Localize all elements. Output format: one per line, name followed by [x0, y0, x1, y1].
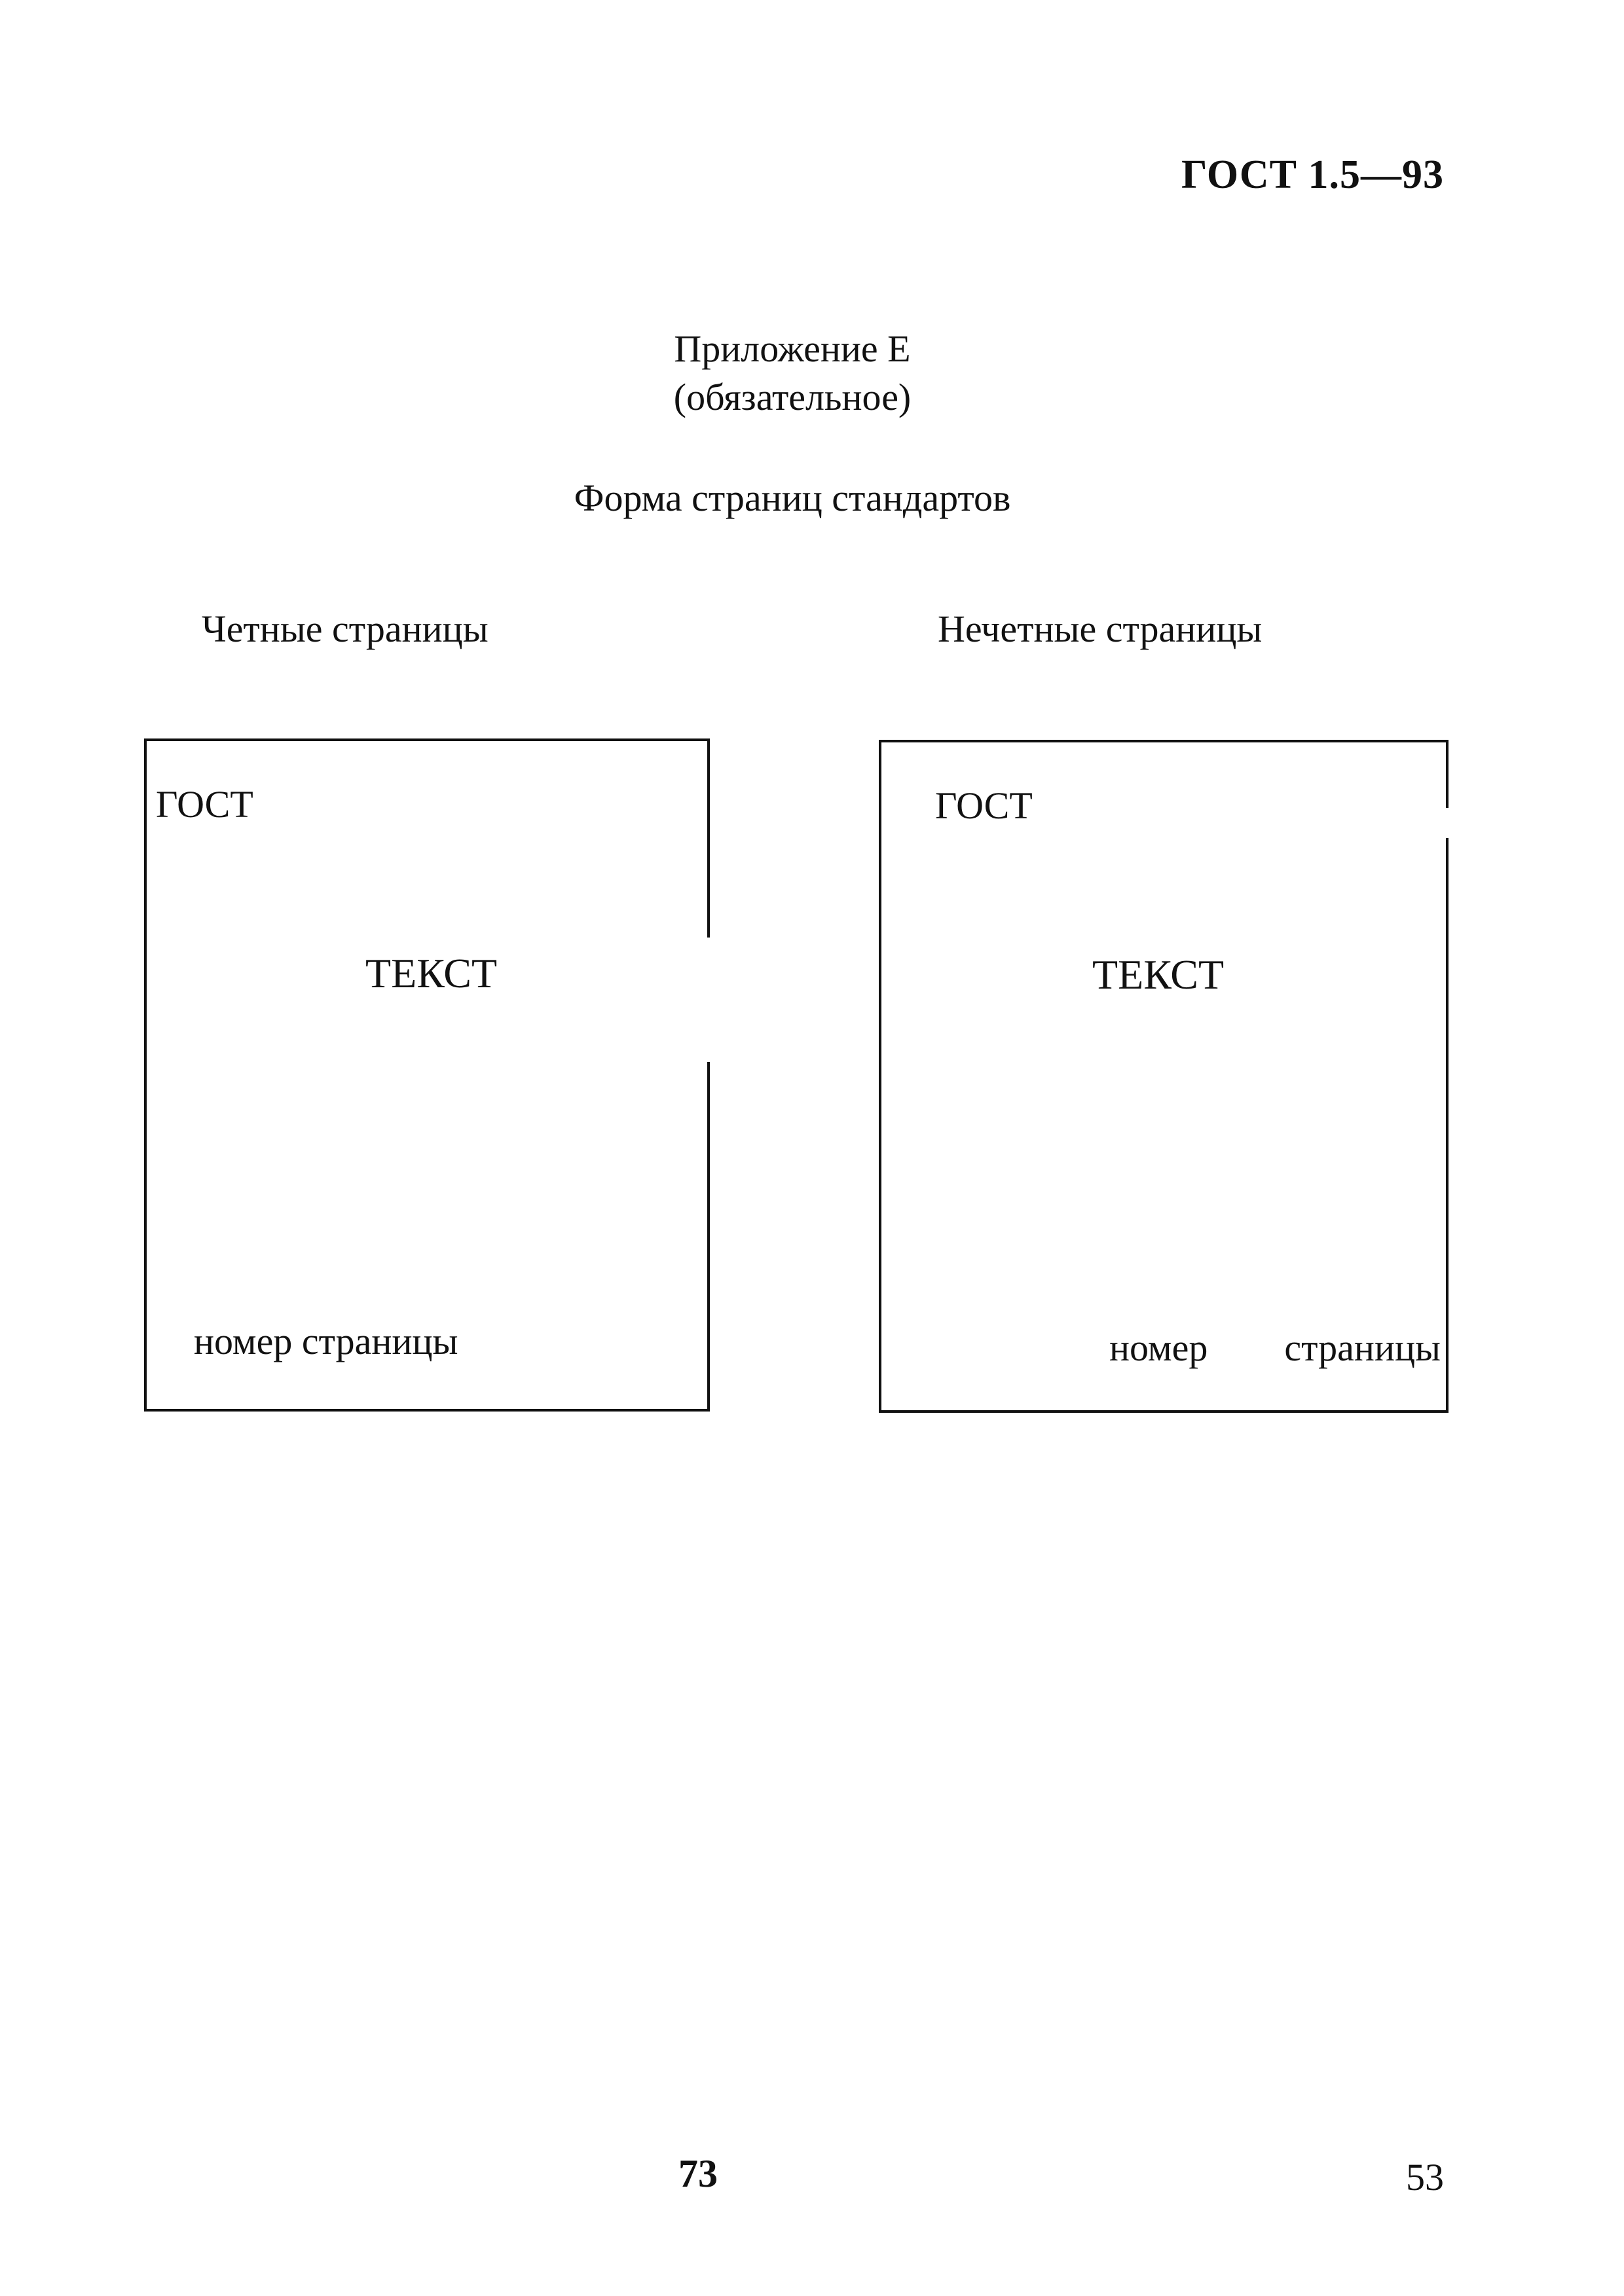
document-code: ГОСТ 1.5—93	[1181, 153, 1444, 197]
even-page-number-label: номер страницы	[194, 1320, 458, 1362]
section-title: Форма страниц стандартов	[574, 477, 1011, 519]
even-page-body-label: ТЕКСТ	[365, 950, 498, 996]
odd-page-number-word-2: страницы	[1284, 1326, 1441, 1369]
page-number: 53	[1406, 2156, 1444, 2198]
appendix-title: Приложение Е	[674, 327, 911, 370]
border-gap	[705, 938, 711, 1062]
even-page-header-label: ГОСТ	[156, 783, 253, 826]
center-page-number: 73	[678, 2152, 718, 2195]
even-pages-label: Четные страницы	[202, 608, 489, 650]
odd-page-header-label: ГОСТ	[935, 784, 1033, 827]
border-gap	[1443, 808, 1450, 838]
even-page-layout-frame	[144, 738, 710, 1412]
odd-page-layout-frame	[879, 740, 1449, 1413]
odd-page-number-word: номер	[1109, 1326, 1208, 1369]
odd-pages-label: Нечетные страницы	[938, 608, 1263, 650]
appendix-status: (обязательное)	[673, 376, 912, 418]
odd-page-body-label: ТЕКСТ	[1092, 951, 1225, 998]
